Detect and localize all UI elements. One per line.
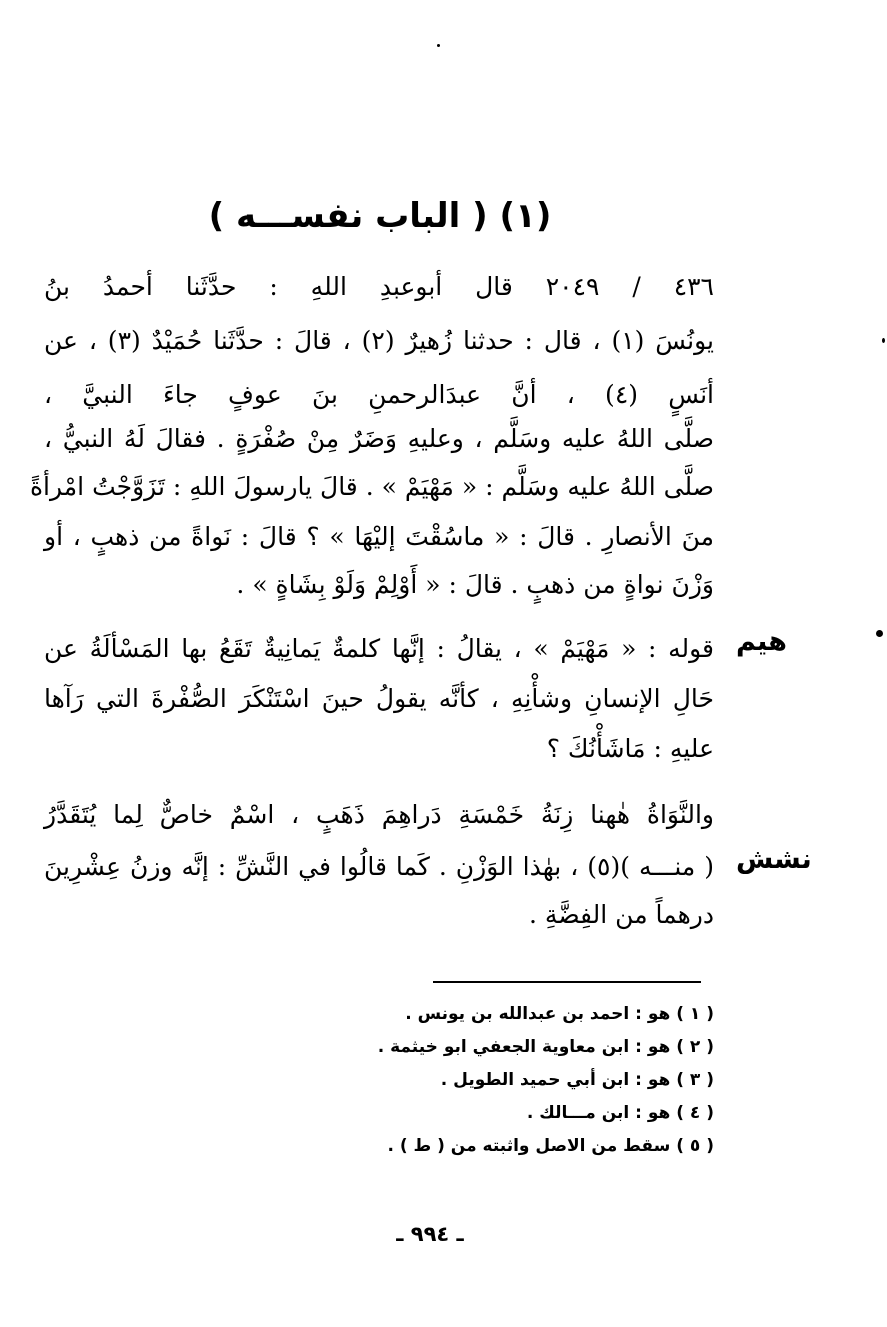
hadith-line: يونُسَ (١) ، قال : حدثنا زُهيرٌ (٢) ، قالَ : حدَّثَنا حُمَيْدٌ (٣) ، عن — [44, 326, 714, 355]
commentary-line: قوله : « مَهْيَمْ » ، يقالُ : إنَّها كلمةٌ يَمانِيةٌ تَقَعُ بها المَسْألَةُ عن — [44, 634, 714, 663]
commentary-line: درهماً من الفِضَّةِ . — [529, 900, 714, 929]
commentary-line: عليهِ : مَاشَأْنُكَ ؟ — [546, 734, 714, 763]
margin-keyword: هيم — [736, 626, 787, 657]
scan-speck — [876, 630, 883, 637]
scan-speck — [437, 44, 440, 47]
hadith-line: منَ الأنصارِ . قالَ : « ماسُقْتَ إليْهَا » ؟ قالَ : نَواةً من ذهبٍ ، أو — [44, 522, 714, 551]
footnote: ( ٤ ) هو : ابن مـــالك . — [526, 1103, 714, 1123]
footnote: ( ٣ ) هو : ابن أبي حميد الطويل . — [440, 1070, 714, 1090]
hadith-line: صلَّى اللهُ عليه وسَلَّم : « مَهْيَمْ » . قالَ يارسولَ اللهِ : تَزَوَّجْتُ امْرأةً — [29, 472, 714, 501]
commentary-line: حَالِ الإنسانِ وشأْنِهِ ، كأنَّه يقولُ حينَ اسْتَنْكَرَ الصُّفْرةَ التي رَآها — [44, 684, 714, 713]
footnote: ( ١ ) هو : احمد بن عبدالله بن يونس . — [405, 1004, 714, 1024]
footnote: ( ٢ ) هو : ابن معاوية الجعفي ابو خيثمة . — [377, 1037, 714, 1057]
commentary-line: ( منـــه )(٥) ، بهٰذا الوَزْنِ . كَما قالُوا في النَّشِّ : إنَّه وزنُ عِشْرِينَ — [44, 852, 714, 881]
margin-keyword: نشش — [736, 844, 812, 875]
footnote: ( ٥ ) سقط من الاصل واثبته من ( ط ) . — [387, 1136, 714, 1156]
chapter-title: (١) ( الباب نفســـه ) — [208, 196, 552, 236]
hadith-line: وَزْنَ نواةٍ من ذهبٍ . قالَ : « أَوْلِمْ وَلَوْ بِشَاةٍ » . — [236, 570, 714, 599]
hadith-line: ٤٣٦ / ٢٠٤٩ قال أبوعبدِ اللهِ : حدَّثَنا أحمدُ بنُ — [44, 272, 714, 301]
scan-speck — [882, 338, 885, 343]
hadith-line: صلَّى اللهُ عليه وسَلَّم ، وعليهِ وَضَرٌ مِنْ صُفْرَةٍ . فقالَ لَهُ النبيُّ ، — [44, 424, 714, 453]
footnote-divider — [433, 981, 701, 983]
hadith-line: أنَسٍ (٤) ، أنَّ عبدَالرحمنِ بنَ عوفٍ جاءَ النبيَّ ، — [44, 380, 714, 409]
page-number: ـ ٩٩٤ ـ — [396, 1222, 464, 1246]
commentary-line: والنَّوَاةُ هٰهنا زِنَةُ خَمْسَةِ دَراهِمَ ذَهَبٍ ، اسْمٌ خاصٌّ لِما يُتَقَدَّرُ — [44, 800, 714, 829]
